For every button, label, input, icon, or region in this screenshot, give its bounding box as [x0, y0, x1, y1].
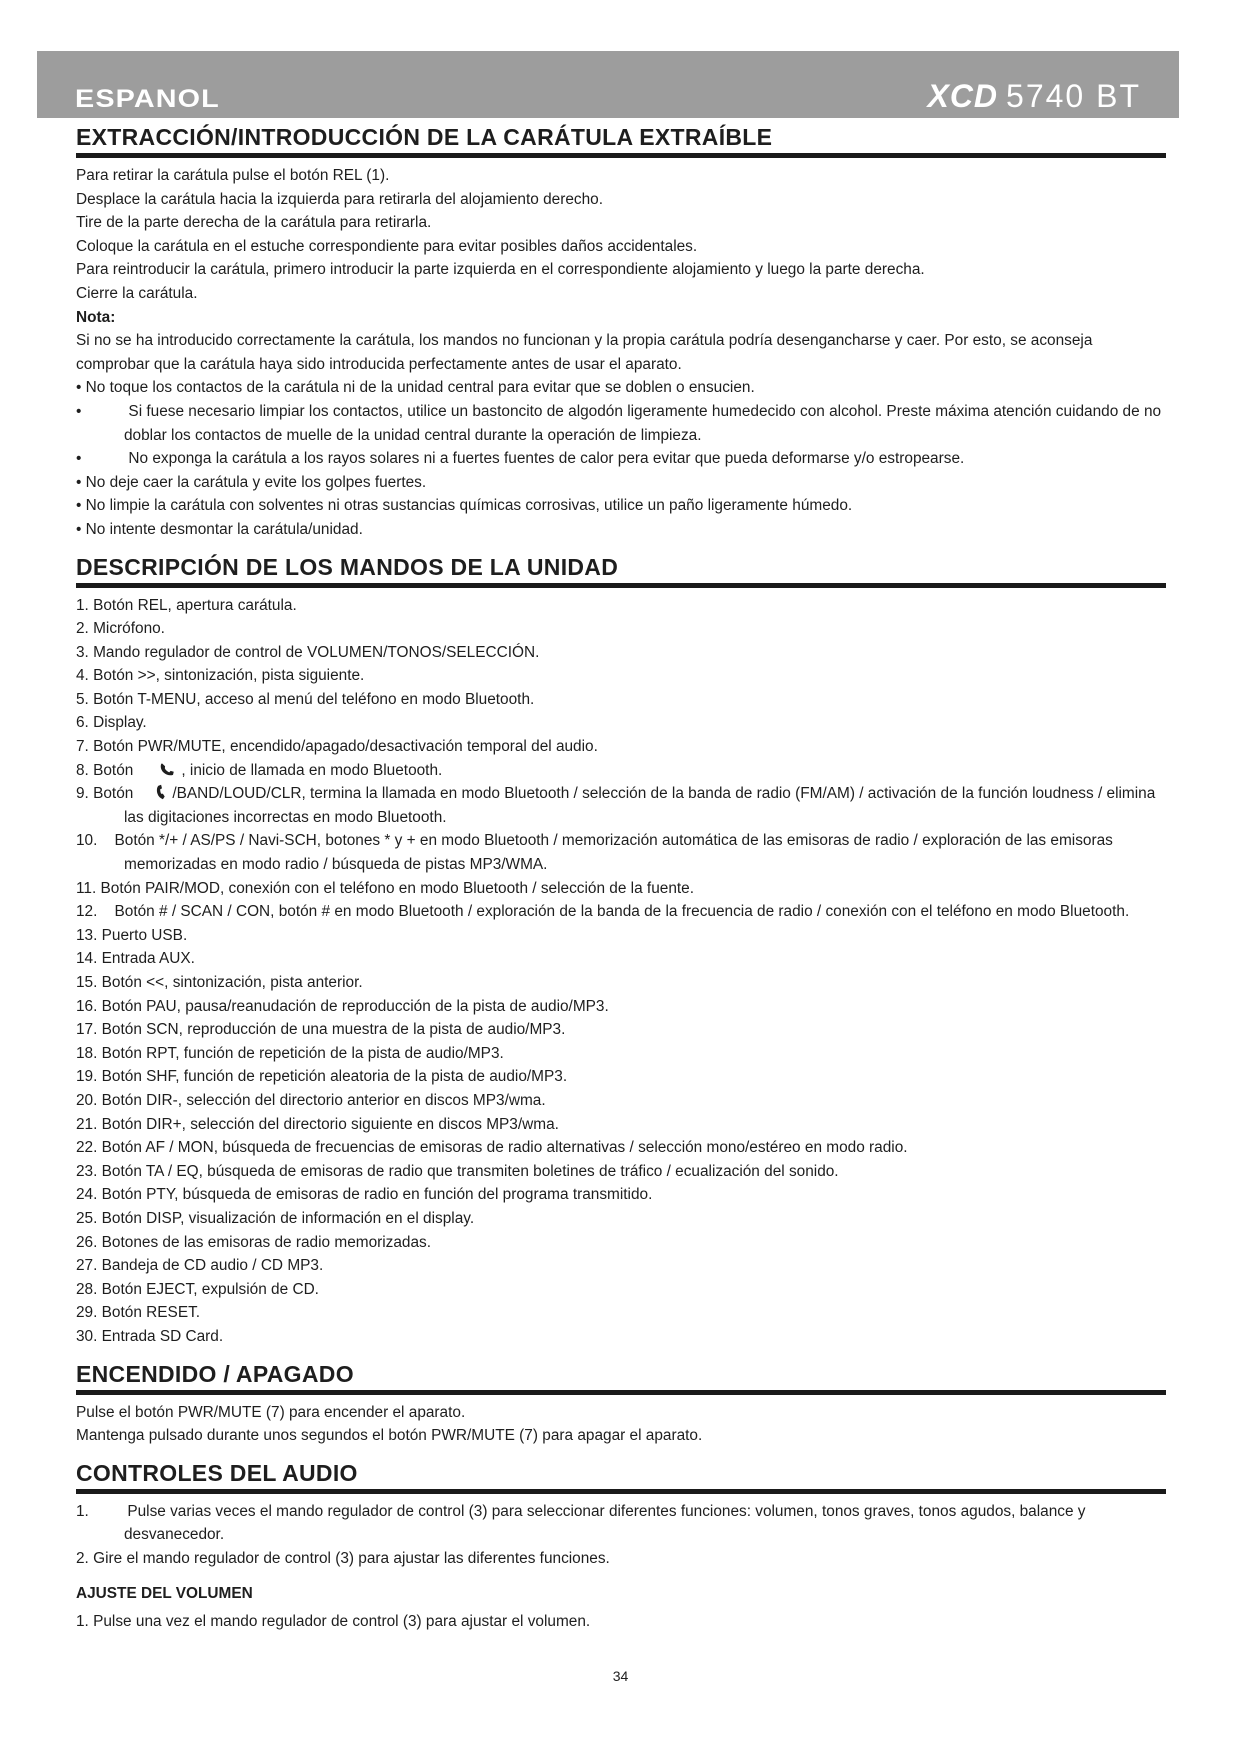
bullet-item: • No limpie la carátula con solventes ni otras sustancias químicas corrosivas, utilice un paño ligeramente húmedo.: [76, 497, 853, 515]
list-item: 23. Botón TA / EQ, búsqueda de emisoras de radio que transmiten boletines de tráfico / ecualización del sonido.: [76, 1162, 839, 1180]
note-label: Nota:: [76, 308, 116, 326]
list-item: 1. Pulse una vez el mando regulador de control (3) para ajustar el volumen.: [76, 1613, 591, 1631]
list-item: 2. Micrófono.: [76, 620, 165, 638]
bullet-item: • No intente desmontar la carátula/unidad.: [76, 520, 363, 538]
list-item: 26. Botones de las emisoras de radio memorizadas.: [76, 1233, 432, 1251]
list-item: 5. Botón T-MENU, acceso al menú del teléfono en modo Bluetooth.: [76, 690, 535, 708]
section-title-encendido: ENCENDIDO / APAGADO: [76, 1359, 1166, 1395]
paragraph: Pulse el botón PWR/MUTE (7) para encender el aparato.: [76, 1403, 466, 1421]
list-item: 11. Botón PAIR/MOD, conexión con el teléfono en modo Bluetooth / selección de la fuente.: [76, 879, 694, 897]
phone-call-icon: [159, 760, 177, 778]
list-item: 22. Botón AF / MON, búsqueda de frecuencias de emisoras de radio alternativas / selección mono/estéreo en modo radio.: [76, 1139, 908, 1157]
section-mandos: [76, 594, 1166, 1349]
bullet-item: • No exponga la carátula a los rayos solares ni a fuertes fuentes de calor pera evitar que pueda deformarse y/o estropearse.: [76, 450, 965, 468]
paragraph: Para reintroducir la carátula, primero introducir la parte izquierda en el correspondiente alojamiento y luego la parte derecha.: [76, 261, 925, 279]
list-item: 1. Botón REL, apertura carátula.: [76, 596, 297, 614]
note-text: Si no se ha introducido correctamente la carátula, los mandos no funcionan y la propia carátula podría desengancharse y caer. Por esto, se aconseja comprobar que la carátula haya sido introducida perfectamente antes de usar el aparato.: [76, 332, 1093, 373]
list-item: 10. Botón */+ / AS/PS / Navi-SCH, botones * y + en modo Bluetooth / memorización automática de las emisoras de radio / exploración de las emisoras memorizadas en modo radio / búsqueda de pistas MP3/WMA.: [76, 832, 1113, 874]
paragraph: Mantenga pulsado durante unos segundos el botón PWR/MUTE (7) para apagar el aparato.: [76, 1427, 703, 1445]
page-header: [37, 51, 1179, 118]
bullet-item: • No toque los contactos de la carátula ni de la unidad central para evitar que se doblen o ensucien.: [76, 379, 755, 397]
section-title-audio: CONTROLES DEL AUDIO: [76, 1458, 1166, 1494]
list-item-prefix: 8. Botón: [76, 761, 134, 779]
list-item-text: , inicio de llamada en modo Bluetooth.: [181, 761, 443, 779]
phone-hangup-icon: [153, 783, 171, 801]
list-item: [76, 759, 1166, 783]
list-item-text: /BAND/LOUD/CLR, termina la llamada en modo Bluetooth / selección de la banda de radio (FM/AM) / activación de la función loudness / elimina las digitaciones incorrectas en modo Bluetooth.: [124, 785, 1156, 826]
document-body: [76, 122, 1166, 1634]
subheading-volumen: AJUSTE DEL VOLUMEN: [76, 1585, 253, 1603]
list-item-prefix: 9. Botón: [76, 785, 134, 803]
list-item: 2. Gire el mando regulador de control (3) para ajustar las diferentes funciones.: [76, 1549, 610, 1567]
model-number: 5740 BT: [1006, 78, 1141, 114]
list-item: 15. Botón <<, sintonización, pista anterior.: [76, 974, 363, 991]
language-label: ESPANOL: [75, 85, 220, 113]
list-item: 18. Botón RPT, función de repetición de la pista de audio/MP3.: [76, 1044, 504, 1062]
section-title-caratula: EXTRACCIÓN/INTRODUCCIÓN DE LA CARÁTULA EXTRAÍBLE: [76, 122, 1166, 158]
list-item: 20. Botón DIR-, selección del directorio anterior en discos MP3/wma.: [76, 1091, 546, 1109]
section-encendido: [76, 1401, 1166, 1448]
list-item: 21. Botón DIR+, selección del directorio siguiente en discos MP3/wma.: [76, 1115, 559, 1133]
section-caratula: [76, 164, 1166, 542]
list-item: 25. Botón DISP, visualización de información en el display.: [76, 1209, 475, 1227]
list-item: 19. Botón SHF, función de repetición aleatoria de la pista de audio/MP3.: [76, 1068, 568, 1086]
section-title-mandos: DESCRIPCIÓN DE LOS MANDOS DE LA UNIDAD: [76, 552, 1166, 588]
paragraph: Coloque la carátula en el estuche correspondiente para evitar posibles daños accidentales.: [76, 237, 698, 255]
bullet-item: • No deje caer la carátula y evite los golpes fuertes.: [76, 473, 427, 491]
paragraph: Para retirar la carátula pulse el botón REL (1).: [76, 167, 390, 184]
list-item: 4. Botón >>, sintonización, pista siguiente.: [76, 667, 365, 685]
list-item: 6. Display.: [76, 714, 147, 732]
list-item: 16. Botón PAU, pausa/reanudación de reproducción de la pista de audio/MP3.: [76, 997, 609, 1015]
list-item: 3. Mando regulador de control de VOLUMEN/TONOS/SELECCIÓN.: [76, 643, 540, 661]
list-item: 7. Botón PWR/MUTE, encendido/apagado/desactivación temporal del audio.: [76, 738, 598, 756]
paragraph: Desplace la carátula hacia la izquierda para retirarla del alojamiento derecho.: [76, 190, 604, 208]
list-item: 29. Botón RESET.: [76, 1304, 201, 1322]
list-item: 14. Entrada AUX.: [76, 950, 195, 968]
list-item: 28. Botón EJECT, expulsión de CD.: [76, 1280, 319, 1298]
paragraph: Cierre la carátula.: [76, 284, 198, 302]
list-item: 17. Botón SCN, reproducción de una muestra de la pista de audio/MP3.: [76, 1021, 566, 1039]
list-item: 12. Botón # / SCAN / CON, botón # en modo Bluetooth / exploración de la banda de la frecuencia de radio / conexión con el teléfono en modo Bluetooth.: [76, 903, 1130, 921]
section-audio: [76, 1500, 1166, 1634]
paragraph: Tire de la parte derecha de la carátula para retirarla.: [76, 214, 432, 232]
list-item: 27. Bandeja de CD audio / CD MP3.: [76, 1257, 324, 1275]
list-item: 1. Pulse varias veces el mando regulador de control (3) para seleccionar diferentes funciones: volumen, tonos graves, tonos agudos, balance y desvanecedor.: [76, 1502, 1086, 1544]
list-item: 24. Botón PTY, búsqueda de emisoras de radio en función del programa transmitido.: [76, 1186, 653, 1204]
list-item: 30. Entrada SD Card.: [76, 1327, 224, 1345]
page-number: 34: [612, 1668, 629, 1684]
list-item: [76, 782, 1166, 829]
list-item: 13. Puerto USB.: [76, 926, 188, 944]
model-name: [927, 80, 1141, 112]
bullet-item: • Si fuese necesario limpiar los contactos, utilice un bastoncito de algodón ligeramente humedecido con alcohol. Preste máxima atención cuidando de no doblar los contactos de muelle de la unidad central durante la operación de limpieza.: [76, 402, 1162, 444]
model-brand: XCD: [927, 78, 999, 114]
